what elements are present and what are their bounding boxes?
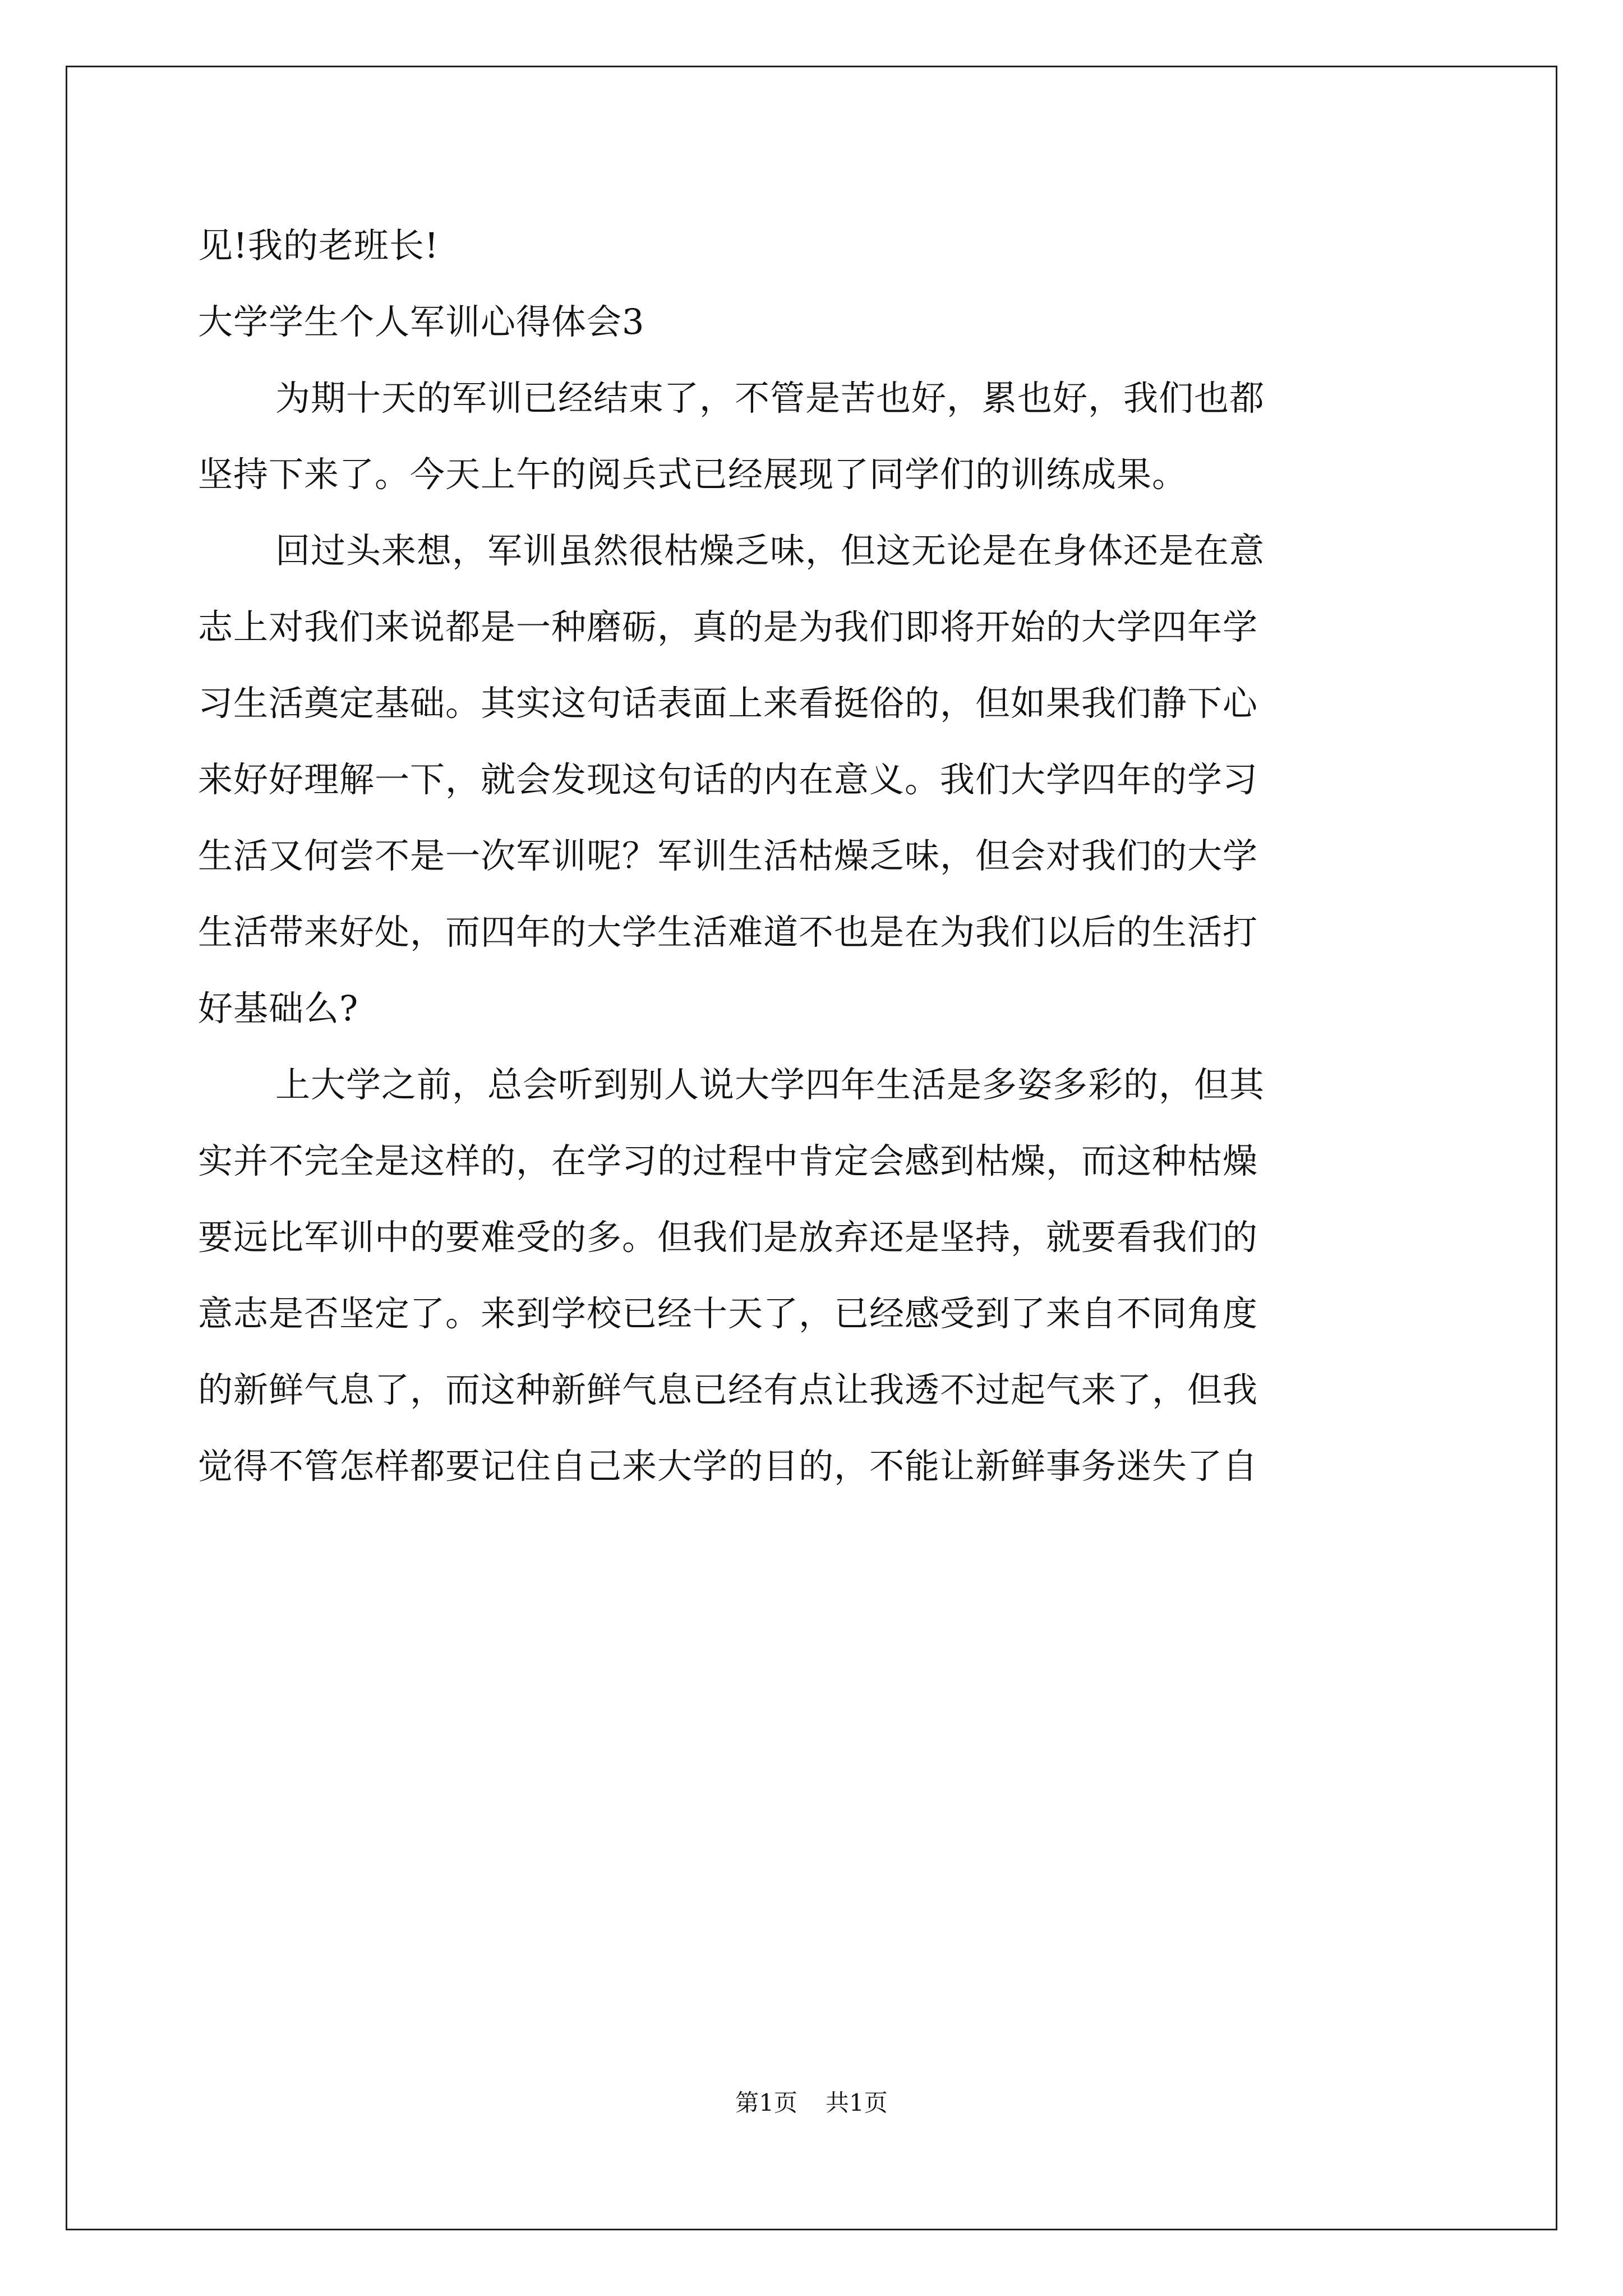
paragraph-line: 的新鲜气息了，而这种新鲜气息已经有点让我透不过起气来了，但我: [198, 1369, 1258, 1410]
page-footer: [0, 2086, 1623, 2120]
paragraph-line: 来好好理解一下，就会发现这句话的内在意义。我们大学四年的学习: [198, 759, 1258, 800]
section-heading: 大学学生个人军训心得体会3: [198, 301, 645, 342]
paragraph-line: 要远比军训中的要难受的多。但我们是放弃还是坚持，就要看我们的: [198, 1217, 1258, 1258]
paragraph-line: 生活又何尝不是一次军训呢？军训生活枯燥乏味，但会对我们的大学: [198, 835, 1258, 876]
paragraph-line: 坚持下来了。今天上午的阅兵式已经展现了同学们的训练成果。: [198, 454, 1188, 495]
text-line: 见!我的老班长!: [198, 225, 439, 266]
paragraph-line: 意志是否坚定了。来到学校已经十天了，已经感受到了来自不同角度: [198, 1293, 1258, 1334]
page-total: 共1页: [826, 2089, 888, 2116]
page-number: 第1页: [735, 2089, 797, 2116]
paragraph-line: 志上对我们来说都是一种磨砺，真的是为我们即将开始的大学四年学: [198, 606, 1258, 647]
paragraph-line: 觉得不管怎样都要记住自己来大学的目的，不能让新鲜事务迷失了自: [198, 1446, 1258, 1487]
paragraph-line: 习生活奠定基础。其实这句话表面上来看挺俗的，但如果我们静下心: [198, 683, 1258, 724]
paragraph-line: 好基础么?: [198, 988, 359, 1029]
paragraph-line: 为期十天的军训已经结束了，不管是苦也好，累也好，我们也都: [275, 378, 1265, 418]
document-body: [198, 208, 1432, 1504]
paragraph-line: 上大学之前，总会听到别人说大学四年生活是多姿多彩的，但其: [275, 1064, 1265, 1105]
paragraph-line: 生活带来好处，而四年的大学生活难道不也是在为我们以后的生活打: [198, 912, 1258, 953]
paragraph-line: 回过头来想，军训虽然很枯燥乏味，但这无论是在身体还是在意: [275, 530, 1265, 571]
paragraph-line: 实并不完全是这样的，在学习的过程中肯定会感到枯燥，而这种枯燥: [198, 1140, 1258, 1181]
